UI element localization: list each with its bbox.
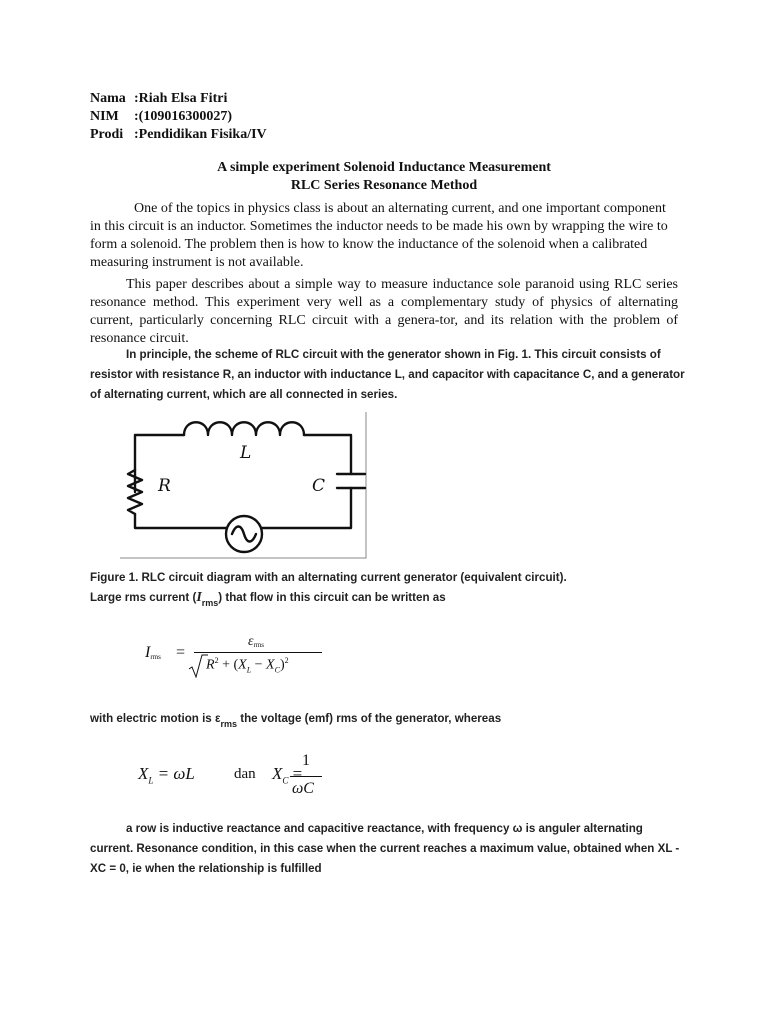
label-C: C <box>312 476 326 496</box>
title-line-1: A simple experiment Solenoid Inductance Measurement <box>217 160 551 175</box>
eq2-xc: $X_C$ = <box>272 764 303 786</box>
info-label: Prodi <box>90 127 124 142</box>
sine-wave-icon <box>232 527 256 542</box>
eq2-dan: dan <box>234 766 256 782</box>
info-value: :Pendidikan Fisika/IV <box>134 127 267 142</box>
figure-caption: Figure 1. RLC circuit diagram with an alternating current generator (equivalent circuit). <box>90 571 567 584</box>
info-row-nim <box>90 108 267 126</box>
wire-bottom-right <box>262 488 351 528</box>
emf-description <box>90 709 730 734</box>
paragraph-3: In principle, the scheme of RLC circuit with the generator shown in Fig. 1. This circuit consists of resistor with resistance R, an inductor with inductance L, and capacitor with capacitance C, and a generator of alternating current, which are all connected in series. <box>90 348 685 401</box>
eq2-xl: $X_L = \omega L$ <box>138 764 195 786</box>
paragraph-1: One of the topics in physics class is about an alternating current, and one important component in this circuit is an inductor. Sometimes the inductor needs to be made his own by wrapping the wire to form a solenoid. The problem then is how to know the inductance of the solenoid when a calibrated measuring instrument is not available. <box>90 201 668 270</box>
emf-text-pre: with electric motion is ε <box>90 712 221 725</box>
info-label: Nama <box>90 91 126 106</box>
rms-current-line <box>90 588 730 613</box>
inductor-icon <box>184 422 304 435</box>
rms-text-post: ) that flow in this circuit can be written as <box>218 591 446 604</box>
equation-irms <box>140 636 340 682</box>
eq1-lhs: $I_{rms}$ <box>145 644 161 661</box>
info-row-prodi <box>90 126 267 144</box>
info-label: NIM <box>90 109 119 124</box>
rms-subscript: rms <box>201 598 219 608</box>
sqrt-icon <box>188 654 208 678</box>
label-L: L <box>240 443 252 463</box>
emf-text-post: the voltage (emf) rms of the generator, whereas <box>237 712 502 725</box>
rms-symbol: I <box>196 590 202 605</box>
paragraph-2: This paper describes about a simple way to measure inductance sole paranoid using RLC series resonance method. This experiment very well as a complementary study of physics of alternating current, particularly concerning RLC circuit with a genera-tor, and its relation with the problem of resonance circuit. <box>90 277 678 346</box>
info-value: :(109016300027) <box>134 109 232 124</box>
document-title <box>0 159 768 195</box>
eq1-numerator: $\varepsilon_{rms}$ <box>248 634 265 649</box>
eq1-equals: = <box>176 644 186 661</box>
eq2-fraction-bar <box>290 776 322 777</box>
rms-text-pre: Large rms current ( <box>90 591 197 604</box>
wire-bottom-left <box>135 514 226 528</box>
eq2-denominator: ωC <box>292 780 314 797</box>
eq1-denominator: $R^2 + (X_L - X_C)^2$ <box>206 656 289 675</box>
rlc-circuit-diagram <box>120 412 376 560</box>
info-row-nama <box>90 90 267 108</box>
title-line-2: RLC Series Resonance Method <box>290 178 478 193</box>
student-info <box>90 90 267 144</box>
emf-subscript: rms <box>220 719 237 729</box>
eq2-numerator: 1 <box>302 752 310 769</box>
eq1-fraction-bar <box>194 652 322 653</box>
info-value: :Riah Elsa Fitri <box>134 91 228 106</box>
label-R: R <box>158 476 171 496</box>
paragraph-final: a row is inductive reactance and capacitive reactance, with frequency ω is anguler alternating current. Resonance condition, in this case when the current reaches a maximum value, obtained when XL - XC = 0, ie when the relationship is fulfilled <box>90 822 680 875</box>
wire-top-right <box>304 435 351 474</box>
equation-reactance <box>138 752 338 806</box>
